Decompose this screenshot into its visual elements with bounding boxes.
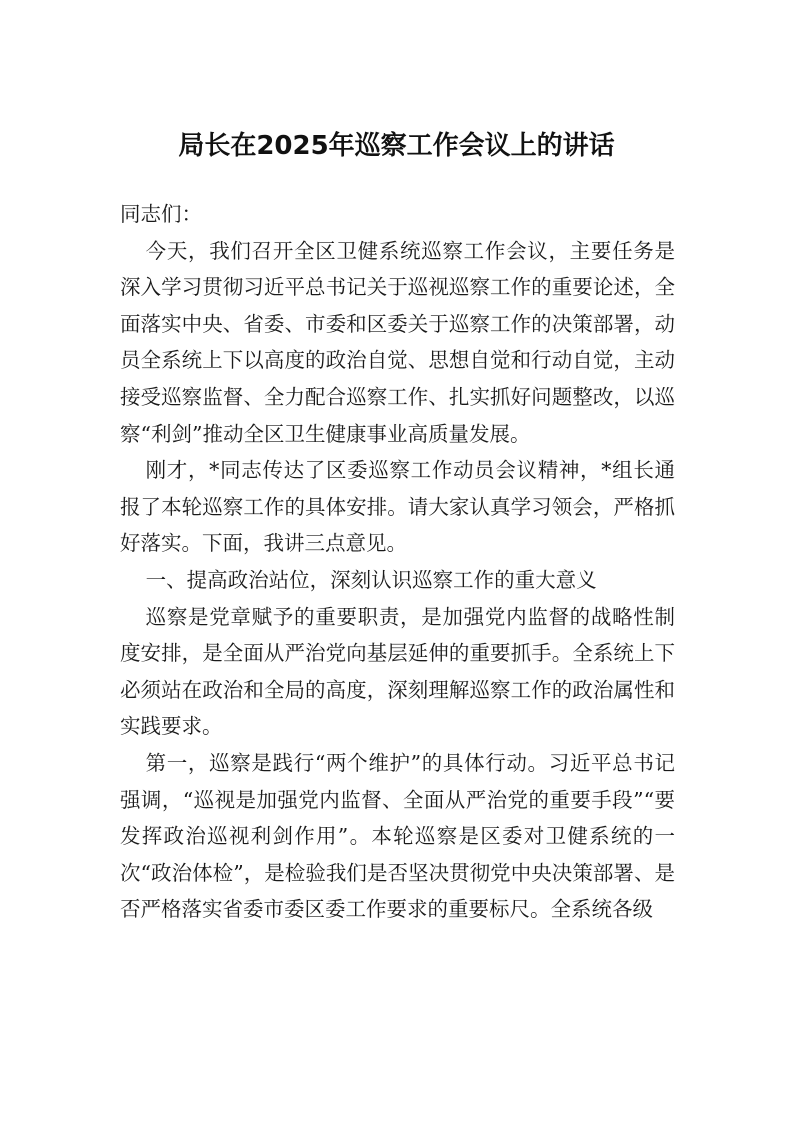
paragraph-agenda: 刚才，*同志传达了区委巡察工作动员会议精神，*组长通报了本轮巡察工作的具体安排。请大家认真学习领会，严格抓好落实。下面，我讲三点意见。 [120, 458, 675, 556]
paragraph-section-1: 巡察是党章赋予的重要职责，是加强党内监督的战略性制度安排，是全面从严治党向基层延伸的重要抓手。全系统上下必须站在政治和全局的高度，深刻理解巡察工作的政治属性和实践要求。 [120, 604, 675, 739]
salutation: 同志们： [120, 202, 202, 226]
document-title: 局长在2025年巡察工作会议上的讲话 [178, 131, 615, 161]
document-body [120, 196, 675, 928]
paragraph-point-1: 第一，巡察是践行“两个维护”的具体行动。习近平总书记强调，“巡视是加强党内监督、全面从严治党的重要手段”“要发挥政治巡视利剑作用”。本轮巡察是区委对卫健系统的一次“政治体检”，是检验我们是否坚决贯彻党中央决策部署、是否严格落实省委市委区委工作要求的重要标尺。全系统各级 [120, 750, 675, 922]
paragraph-intro: 今天，我们召开全区卫健系统巡察工作会议，主要任务是深入学习贯彻习近平总书记关于巡视巡察工作的重要论述，全面落实中央、省委、市委和区委关于巡察工作的决策部署，动员全系统上下以高度的政治自觉、思想自觉和行动自觉，主动接受巡察监督、全力配合巡察工作、扎实抓好问题整改，以巡察“利剑”推动全区卫生健康事业高质量发展。 [120, 238, 675, 446]
section-heading-1: 一、提高政治站位，深刻认识巡察工作的重大意义 [145, 567, 597, 592]
